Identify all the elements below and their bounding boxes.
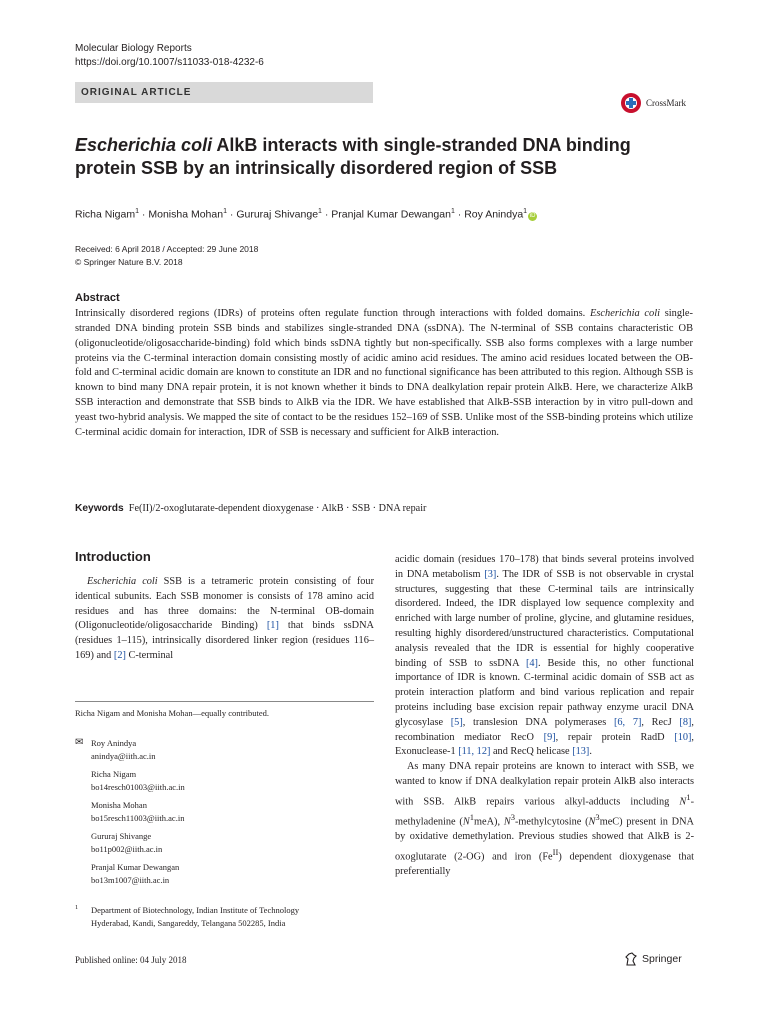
contact-email[interactable]: bo11p002@iith.ac.in xyxy=(91,843,163,854)
article-type-label: ORIGINAL ARTICLE xyxy=(75,82,373,103)
keywords xyxy=(75,503,693,514)
abstract-species: Escherichia coli xyxy=(590,308,660,319)
orcid-icon[interactable]: iD xyxy=(529,212,536,219)
affiliation-marker: 1 xyxy=(450,208,455,215)
author-name[interactable]: Gururaj Shivange xyxy=(236,208,319,221)
footnote-divider xyxy=(75,701,374,702)
contact-entry xyxy=(75,861,375,886)
author-name[interactable]: Monisha Mohan xyxy=(148,208,224,221)
affiliation-marker: 1 xyxy=(523,208,528,215)
citation-link[interactable]: [9] xyxy=(543,731,556,743)
author-name[interactable]: Richa Nigam xyxy=(75,208,136,221)
title-line2: protein SSB by an intrinsically disordered region of SSB xyxy=(75,158,558,178)
affiliation-marker: 1 xyxy=(223,208,227,215)
affiliation-number: 1 xyxy=(75,904,79,911)
intro-paragraph: acidic domain (residues 170–178) that binds several proteins involved in DNA metabolism [3]. The IDR of SSB is not observable in crystal structures, suggesting that these C-terminal tails are intrinsically disordered. Indeed, the IDR displayed low sequence complexity and enriched with large number of proline, glycine, and glutamine residues, resulting highly disordered/unstructured characteristics. Computational analysis revealed that the IDR is essential for highly cooperative binding of SSB to ssDNA [4]. Beside this, no other functional importance of IDR is known. C-terminal acidic domain of SSB act as protein interaction platform and bind various replication and repair proteins including base excision repair pathway enzyme uracil DNA glycosylase [5], translesion DNA polymerases [6, 7], RecJ [8], recombination mediator RecO [9], repair protein RadD [10], Exonuclease-1 [11, 12] and RecQ helicase [13]. xyxy=(395,554,695,758)
intro-right-column xyxy=(395,553,694,880)
keywords-text: Fe(II)/2-oxoglutarate-dependent dioxygenase · AlkB · SSB · DNA repair xyxy=(128,503,427,514)
intro-left-column xyxy=(75,575,374,664)
contact-entry xyxy=(75,799,375,824)
article-dates xyxy=(75,243,258,269)
affiliation-line: Department of Biotechnology, Indian Institute of Technology xyxy=(91,905,300,915)
received-accepted: Received: 6 April 2018 / Accepted: 29 June 2018 xyxy=(75,244,259,254)
intro-paragraph: As many DNA repair proteins are known to interact with SSB, we wanted to know if DNA dealkylation repair protein AlkB also interacts with SSB. AlkB repairs various alkyl-adducts including $N^1$-methyladenine $(N^1meA)$, $N^3$-methylcytosine $(N^3meC)$ present in DNA by oxidative demethylation. Previous studies showed that AlkB is 2-oxoglutarate (2-OG) and iron $(Fe^{II})$ dependent dioxygenase that preferentially xyxy=(395,761,694,878)
contact-email[interactable]: bo14resch01003@iith.ac.in xyxy=(91,781,185,792)
citation-link[interactable]: [13] xyxy=(572,746,590,758)
crossmark-badge[interactable] xyxy=(620,92,686,114)
journal-name: Molecular Biology Reports xyxy=(75,43,192,54)
citation-link[interactable]: [10] xyxy=(674,731,692,743)
title-line1: AlkB interacts with single-stranded DNA binding xyxy=(216,135,631,155)
citation-link[interactable]: [1] xyxy=(266,620,279,632)
abstract-body: Intrinsically disordered regions (IDRs) of proteins often regulate function through interactions with folded domains. Escherichia coli single-stranded DNA binding protein SSB binds and stabilizes single-stranded DNA (ssDNA). The N-terminal of SSB contains characteristic OB (oligonucleotide/oligosaccharide-binding) fold which binds ssDNA tightly but non-specifically. SSB also forms complexes with a large number proteins via the C-terminal interaction domain consisting mostly of acidic amino acid residues. The amino acid residues located between the OB-fold and C-terminal acidic domain are known to constitute an IDR and no functional significance has been attributed to this region. Although SSB is known to bind many DNA repair protein, it is not known whether it binds to DNA dealkylation repair protein AlkB. Here, we characterize AlkB SSB interaction and demonstrate that SSB binds to AlkB via the IDR. We have established that AlkB-SSB interaction by in vitro pull-down and yeast two-hybrid analysis. We mapped the site of contact to be the residues 152–169 of SSB. Unlike most of the SSB-binding proteins which utilize C-terminal acidic domain for interaction, IDR of SSB is necessary and sufficient for AlkB interaction. xyxy=(75,308,693,438)
copyright: © Springer Nature B.V. 2018 xyxy=(75,257,183,267)
contact-name: Roy Anindya xyxy=(91,738,137,748)
abstract-heading: Abstract xyxy=(75,292,120,304)
contact-entry xyxy=(75,737,375,762)
affiliation-marker: 1 xyxy=(135,208,140,215)
springer-horse-icon xyxy=(624,952,638,966)
contact-name: Gururaj Shivange xyxy=(91,831,152,841)
journal-header xyxy=(75,42,264,70)
title-species: Escherichia coli xyxy=(75,135,213,155)
author-list: Richa Nigam$^1$ · Monisha Mohan$^1$ · Gururaj Shivange$^1$ · Pranjal Kumar Dewangan$^1$ · Roy Anindya$^1$iD xyxy=(75,208,536,221)
contact-name: Pranjal Kumar Dewangan xyxy=(91,862,180,872)
citation-link[interactable]: [8] xyxy=(679,716,692,728)
publisher-logo xyxy=(624,952,682,966)
published-date: Published online: 04 July 2018 xyxy=(75,955,187,965)
affiliation-line: Hyderabad, Kandi, Sangareddy, Telangana 502285, India xyxy=(91,917,286,928)
introduction-heading: Introduction xyxy=(75,549,151,564)
contact-name: Monisha Mohan xyxy=(91,800,147,810)
contact-entry xyxy=(75,830,375,855)
article-title xyxy=(75,134,635,180)
citation-link[interactable]: [6, 7] xyxy=(613,716,642,728)
crossmark-icon xyxy=(620,92,642,114)
crossmark-label: CrossMark xyxy=(646,98,686,108)
citation-link[interactable]: [2] xyxy=(113,649,126,661)
author-name[interactable]: Pranjal Kumar Dewangan xyxy=(331,208,451,221)
affiliation xyxy=(75,904,375,929)
citation-link[interactable]: [4] xyxy=(525,657,538,669)
contact-email[interactable]: bo15resch11003@iith.ac.in xyxy=(91,812,185,823)
contact-name: Richa Nigam xyxy=(91,769,137,779)
affiliation-marker: 1 xyxy=(318,208,322,215)
author-name[interactable]: Roy Anindya xyxy=(464,208,524,221)
doi-link[interactable]: https://doi.org/10.1007/s11033-018-4232-6 xyxy=(75,57,264,68)
intro-paragraph: Escherichia coli SSB is a tetrameric protein consisting of four identical subunits. Each SSB monomer is consists of 178 amino acid residues and has three domains: the N-terminal OB-domain (Oligonucleotide/oligosaccharide Binding) [1] that binds ssDNA (residues 1–115), intrinsically disordered linker region (residues 116–169) and [2] C-terminal xyxy=(75,576,374,661)
citation-link[interactable]: [11, 12] xyxy=(458,746,491,758)
equal-contribution-note: Richa Nigam and Monisha Mohan—equally contributed. xyxy=(75,708,270,718)
citation-link[interactable]: [5] xyxy=(450,716,463,728)
contact-email[interactable]: anindya@iith.ac.in xyxy=(91,750,156,761)
keywords-label: Keywords xyxy=(75,503,124,514)
publisher-name: Springer xyxy=(642,953,682,965)
contact-email[interactable]: bo13m1007@iith.ac.in xyxy=(91,874,170,885)
envelope-icon: ✉ xyxy=(75,737,84,748)
citation-link[interactable]: [3] xyxy=(484,568,497,580)
contact-entry xyxy=(75,768,375,793)
author-contacts xyxy=(75,737,375,892)
